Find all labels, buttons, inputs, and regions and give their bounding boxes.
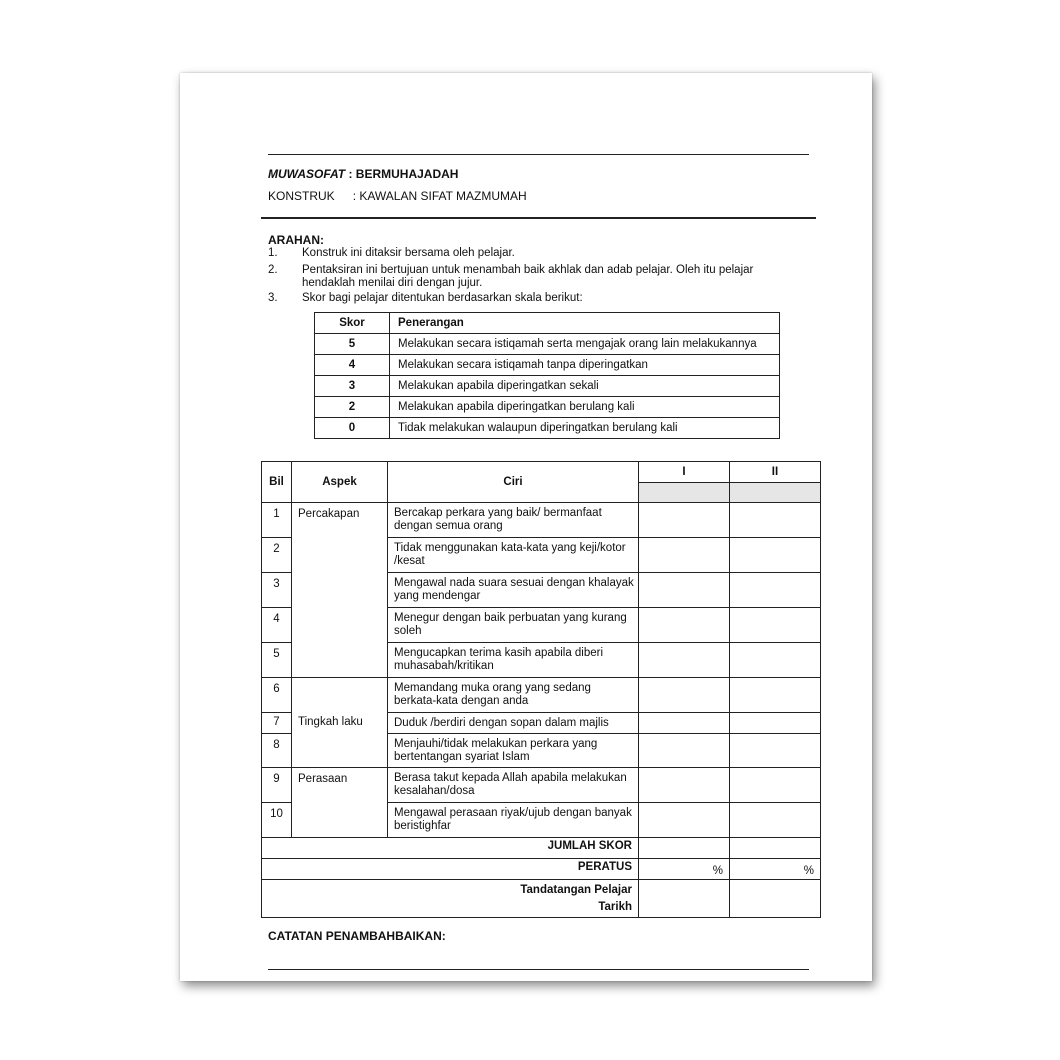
assessment-2-column-header: II — [730, 462, 821, 483]
ciri-cell: Mengucapkan terima kasih apabila diberi muhasabah/kritikan — [388, 643, 639, 678]
bil-cell: 3 — [262, 573, 292, 608]
aspek-cell-percakapan: Percakapan — [292, 503, 388, 678]
skor-description: Tidak melakukan walaupun diperingatkan berulang kali — [390, 418, 780, 439]
peratus-cell-2[interactable]: % — [730, 859, 821, 880]
bil-cell: 4 — [262, 608, 292, 643]
signature-cell-2[interactable] — [730, 880, 821, 918]
bil-cell: 10 — [262, 803, 292, 838]
skor-value: 5 — [315, 334, 390, 355]
arahan-item-text: Konstruk ini ditaksir bersama oleh pelajar. — [302, 247, 515, 259]
skor-value: 3 — [315, 376, 390, 397]
score-cell-2[interactable] — [730, 573, 821, 608]
skor-description: Melakukan apabila diperingatkan sekali — [390, 376, 780, 397]
skor-column-header: Skor — [315, 313, 390, 334]
skor-row — [315, 397, 780, 418]
document-page — [180, 73, 872, 981]
score-cell-1[interactable] — [639, 503, 730, 538]
ciri-cell: Menjauhi/tidak melakukan perkara yang bertentangan syariat Islam — [388, 734, 639, 768]
ciri-column-header: Ciri — [388, 462, 639, 503]
ciri-cell: Tidak menggunakan kata-kata yang keji/kotor /kesat — [388, 538, 639, 573]
bil-cell: 5 — [262, 643, 292, 678]
arahan-item-number: 1. — [268, 247, 278, 259]
skor-description: Melakukan secara istiqamah tanpa diperingatkan — [390, 355, 780, 376]
muwasofat-line — [268, 167, 458, 181]
catatan-title: CATATAN PENAMBAHBAIKAN: — [268, 929, 446, 943]
score-cell-2[interactable] — [730, 608, 821, 643]
ciri-cell: Bercakap perkara yang baik/ bermanfaat dengan semua orang — [388, 503, 639, 538]
skor-description: Melakukan secara istiqamah serta mengajak orang lain melakukannya — [390, 334, 780, 355]
score-cell-1[interactable] — [639, 643, 730, 678]
signature-labels — [262, 880, 639, 918]
bottom-rule — [268, 969, 809, 970]
arahan-item-number: 3. — [268, 292, 278, 304]
aspek-cell-perasaan: Perasaan — [292, 768, 388, 838]
tarikh-label: Tarikh — [598, 901, 632, 913]
score-cell-2[interactable] — [730, 503, 821, 538]
penerangan-column-header: Penerangan — [390, 313, 780, 334]
table-row — [262, 503, 821, 538]
peratus-label: PERATUS — [262, 859, 639, 880]
skor-value: 4 — [315, 355, 390, 376]
score-cell-1[interactable] — [639, 734, 730, 768]
table-row — [262, 768, 821, 803]
skor-row — [315, 376, 780, 397]
signature-cell-1[interactable] — [639, 880, 730, 918]
score-cell-2[interactable] — [730, 538, 821, 573]
aspek-column-header: Aspek — [292, 462, 388, 503]
score-cell-2[interactable] — [730, 768, 821, 803]
ciri-cell: Mengawal perasaan riyak/ujub dengan banyak beristighfar — [388, 803, 639, 838]
skor-description: Melakukan apabila diperingatkan berulang kali — [390, 397, 780, 418]
konstruk-line — [268, 189, 527, 203]
bil-column-header: Bil — [262, 462, 292, 503]
bil-cell: 2 — [262, 538, 292, 573]
signature-row — [262, 880, 821, 918]
jumlah-skor-row — [262, 838, 821, 859]
table-row — [262, 678, 821, 713]
header-rule — [261, 217, 816, 219]
arahan-item-text: Skor bagi pelajar ditentukan berdasarkan skala berikut: — [302, 292, 583, 304]
skor-row — [315, 355, 780, 376]
konstruk-label: KONSTRUK — [268, 189, 335, 203]
assessment-1-shaded-cell — [639, 483, 730, 503]
score-cell-1[interactable] — [639, 678, 730, 713]
assessment-table — [261, 461, 821, 918]
ciri-cell: Berasa takut kepada Allah apabila melakukan kesalahan/dosa — [388, 768, 639, 803]
arahan-item-number: 2. — [268, 264, 278, 276]
score-cell-2[interactable] — [730, 678, 821, 713]
ciri-cell: Duduk /berdiri dengan sopan dalam majlis — [388, 713, 639, 734]
score-cell-2[interactable] — [730, 713, 821, 734]
skor-value: 2 — [315, 397, 390, 418]
peratus-cell-1[interactable]: % — [639, 859, 730, 880]
jumlah-skor-cell-2[interactable] — [730, 838, 821, 859]
score-cell-1[interactable] — [639, 768, 730, 803]
jumlah-skor-label: JUMLAH SKOR — [262, 838, 639, 859]
skor-header-row — [315, 313, 780, 334]
score-cell-1[interactable] — [639, 538, 730, 573]
score-cell-2[interactable] — [730, 734, 821, 768]
top-rule — [268, 154, 809, 155]
score-cell-2[interactable] — [730, 643, 821, 678]
arahan-title: ARAHAN: — [268, 233, 324, 247]
bil-cell: 8 — [262, 734, 292, 768]
skor-value: 0 — [315, 418, 390, 439]
assessment-2-shaded-cell — [730, 483, 821, 503]
score-cell-1[interactable] — [639, 573, 730, 608]
peratus-row — [262, 859, 821, 880]
bil-cell: 7 — [262, 713, 292, 734]
score-cell-1[interactable] — [639, 803, 730, 838]
muwasofat-value: : BERMUHAJADAH — [348, 167, 459, 181]
assessment-header-row — [262, 462, 821, 483]
konstruk-value: : KAWALAN SIFAT MAZMUMAH — [352, 189, 527, 203]
aspek-cell-tingkah-laku: Tingkah laku — [292, 678, 388, 768]
bil-cell: 1 — [262, 503, 292, 538]
tandatangan-label: Tandatangan Pelajar — [520, 884, 632, 896]
score-cell-1[interactable] — [639, 713, 730, 734]
skor-table — [314, 312, 780, 439]
bil-cell: 6 — [262, 678, 292, 713]
score-cell-2[interactable] — [730, 803, 821, 838]
jumlah-skor-cell-1[interactable] — [639, 838, 730, 859]
skor-row — [315, 334, 780, 355]
ciri-cell: Memandang muka orang yang sedang berkata-kata dengan anda — [388, 678, 639, 713]
assessment-1-column-header: I — [639, 462, 730, 483]
skor-row — [315, 418, 780, 439]
muwasofat-label: MUWASOFAT — [268, 167, 346, 181]
ciri-cell: Menegur dengan baik perbuatan yang kurang soleh — [388, 608, 639, 643]
ciri-cell: Mengawal nada suara sesuai dengan khalayak yang mendengar — [388, 573, 639, 608]
arahan-item-text: Pentaksiran ini bertujuan untuk menambah baik akhlak dan adab pelajar. Oleh itu pelajar hendaklah menilai diri dengan jujur. — [302, 264, 754, 289]
score-cell-1[interactable] — [639, 608, 730, 643]
bil-cell: 9 — [262, 768, 292, 803]
